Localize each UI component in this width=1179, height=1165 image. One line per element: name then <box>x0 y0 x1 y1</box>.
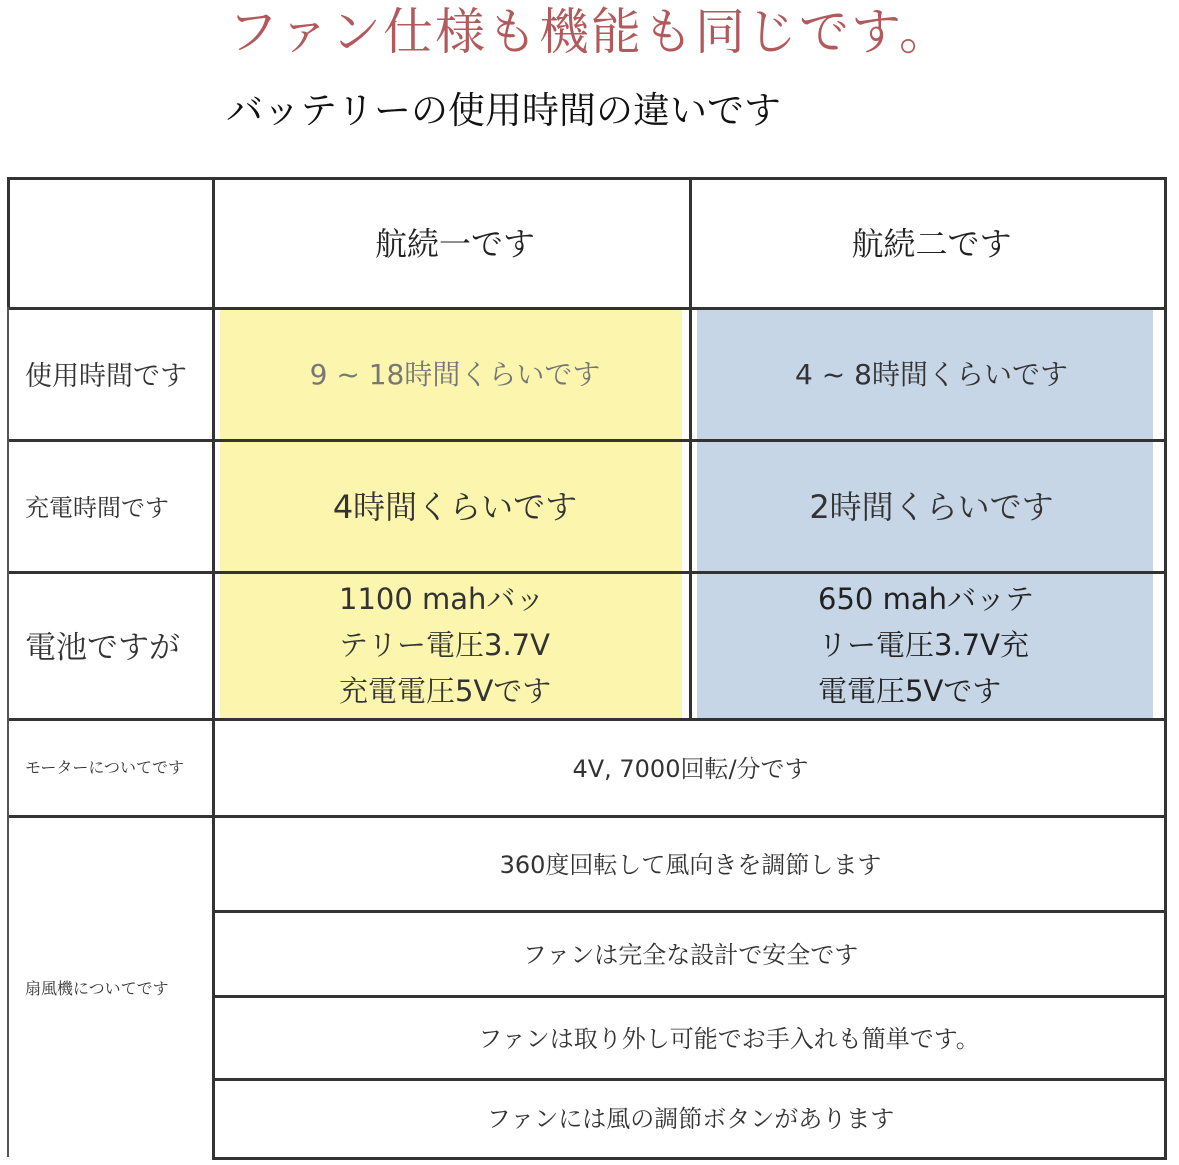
grid-line <box>7 307 9 1157</box>
grid-line <box>212 1157 1167 1160</box>
motor-value: 4V, 7000回転/分です <box>572 755 809 783</box>
subtitle: バッテリーの使用時間の違いです <box>226 89 781 132</box>
battery-col2-line: 電電圧5Vです <box>818 673 1002 708</box>
battery-col2 <box>818 571 1158 718</box>
grid-line <box>212 177 215 1160</box>
spec-table <box>7 177 1167 1160</box>
charge-time-col2: 2時間くらいです <box>809 488 1054 526</box>
fan-feature-wind-button: ファンには風の調節ボタンがあります <box>486 1105 895 1133</box>
battery-col1 <box>339 571 679 718</box>
grid-line <box>212 995 1167 998</box>
fan-feature-rotation: 360度回転して風向きを調節します <box>499 851 882 879</box>
grid-line <box>7 439 1167 442</box>
battery-col1-line: 充電電圧5Vです <box>339 673 552 708</box>
grid-line <box>7 718 1167 721</box>
header-col2: 航続二です <box>851 225 1012 263</box>
grid-line <box>7 177 1167 180</box>
grid-line <box>7 177 10 307</box>
row-label-motor: モーターについてです <box>25 758 185 777</box>
usage-time-col1: 9 ~ 18時間くらいです <box>309 358 601 391</box>
battery-col2-line: リー電圧3.7V充 <box>818 627 1029 662</box>
fan-feature-removable: ファンは取り外し可能でお手入れも簡単です。 <box>478 1025 980 1053</box>
charge-time-col1: 4時間くらいです <box>332 488 578 526</box>
grid-line <box>7 307 1167 310</box>
battery-col2-line: 650 mahバッテ <box>818 581 1034 616</box>
header-col1: 航続一です <box>374 225 535 263</box>
battery-col1-line: 1100 mahバッ <box>339 581 545 616</box>
grid-line <box>7 571 1167 574</box>
grid-line <box>7 815 1167 818</box>
battery-col1-line: テリー電圧3.7V <box>339 627 550 662</box>
row-label-fan: 扇風機についてです <box>25 979 169 998</box>
usage-time-col2: 4 ~ 8時間くらいです <box>795 358 1068 391</box>
grid-line <box>689 177 692 718</box>
fan-feature-safety: ファンは完全な設計で安全です <box>522 941 859 969</box>
grid-line <box>212 1078 1167 1081</box>
headline: ファン仕様も機能も同じです。 <box>228 3 951 61</box>
row-label-charge-time: 充電時間です <box>25 493 169 522</box>
grid-line <box>1164 177 1167 1160</box>
row-label-usage-time: 使用時間です <box>25 360 187 392</box>
grid-line <box>212 910 1167 913</box>
row-label-battery: 電池ですが <box>25 630 180 666</box>
